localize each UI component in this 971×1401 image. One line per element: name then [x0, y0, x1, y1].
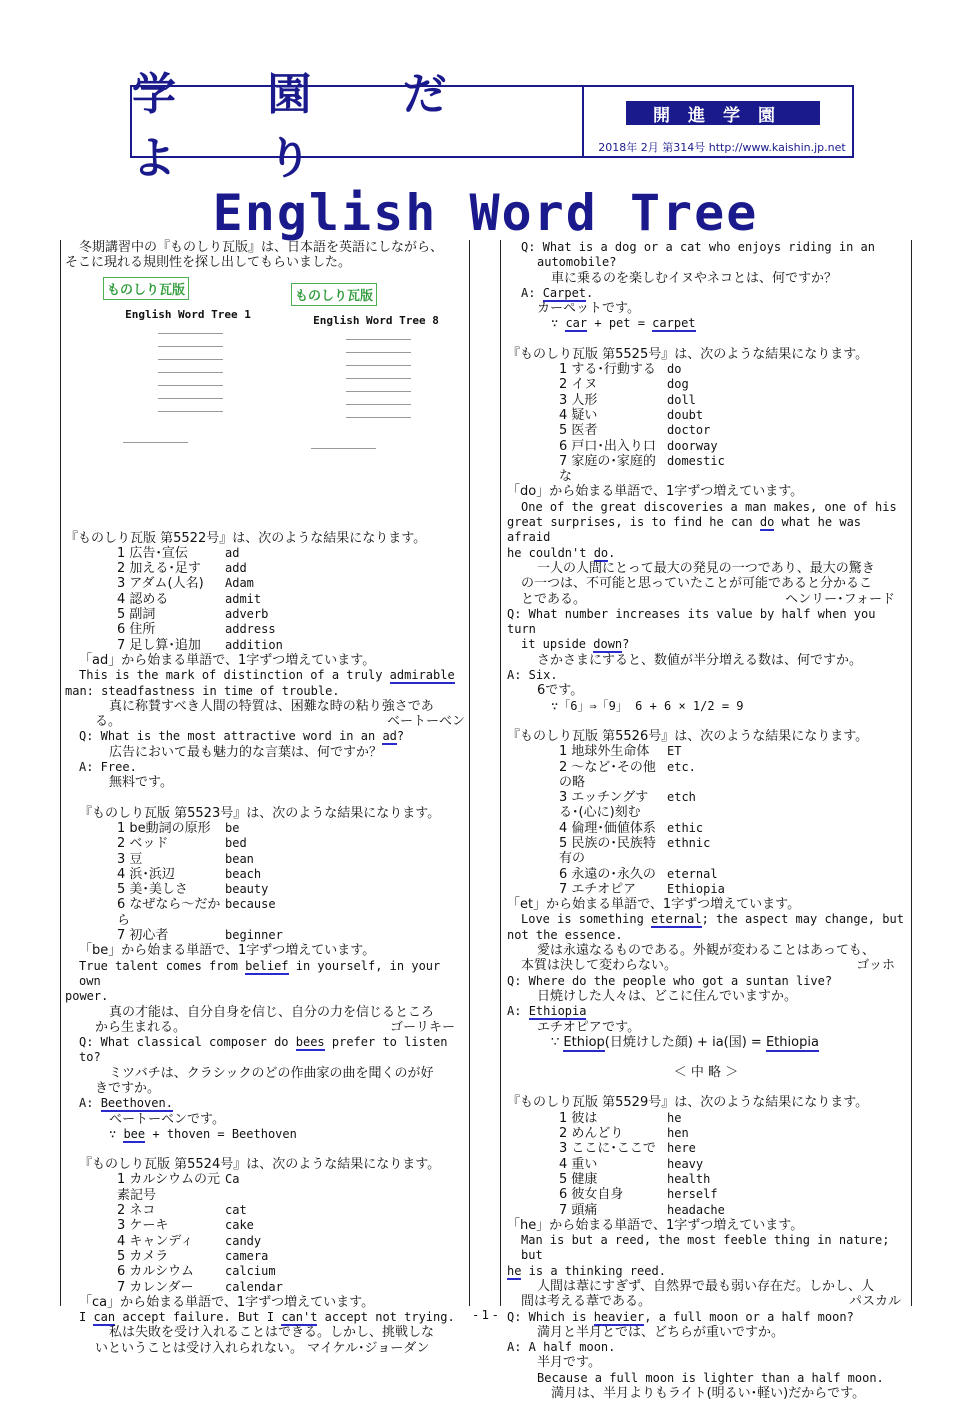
word-meaning: 7 足し算･追加 — [117, 637, 201, 653]
worksheet-figures — [65, 277, 465, 529]
word-row — [65, 576, 465, 591]
question-en: it upside down? — [521, 637, 630, 652]
quote-en: he couldn't do. — [507, 545, 616, 560]
word-row — [507, 790, 905, 821]
answer-jp: 半月です。 — [537, 1355, 601, 1371]
quote-jp: から生まれる。 ゴーリキー — [95, 1019, 455, 1035]
quote-jp: の一つは、不可能と思っていたことが可能であると分かるこ — [521, 576, 873, 592]
word-row — [65, 852, 465, 867]
word-english: adverb — [225, 607, 269, 622]
word-meaning: 2 ネコ — [117, 1203, 156, 1219]
word-english: here — [667, 1141, 696, 1156]
word-english: domestic — [667, 453, 725, 468]
word-meaning: 5 副詞 — [117, 607, 156, 623]
word-english: ethic — [667, 820, 704, 835]
word-row — [507, 454, 905, 485]
word-row — [507, 1126, 905, 1141]
answer-en: A: Beethoven. — [79, 1096, 173, 1111]
word-english: etch — [667, 790, 696, 805]
school-name: 開進学園 — [626, 101, 820, 125]
question-jp: きですか。 — [95, 1080, 161, 1096]
word-list — [65, 546, 465, 653]
quote-jp: 人間は葦にすぎず、自然界で最も弱い存在だ。しかし、人 — [537, 1279, 874, 1294]
quote-jp: 真の才能は、自分自身を信じ、自分の力を信じるところ — [109, 1004, 435, 1020]
word-row — [65, 867, 465, 882]
word-row — [65, 1249, 465, 1264]
word-meaning: 3 人形 — [559, 392, 598, 408]
word-meaning: 6 彼女自身 — [559, 1187, 624, 1203]
section-heading: 『ものしり瓦版 第5529号』は、次のような結果になります。 — [507, 1095, 869, 1111]
question-en: Q: What is the most attractive word in an ad? — [79, 729, 405, 744]
word-meaning: 1 する･行動する — [559, 362, 656, 378]
newsletter-title: 学 園 だ よ り — [132, 87, 584, 156]
word-row — [507, 423, 905, 438]
word-english: because — [225, 897, 276, 912]
quote-en: he is a thinking reed. — [507, 1263, 666, 1278]
word-english: add — [225, 561, 247, 576]
word-english: doubt — [667, 407, 704, 422]
word-row — [507, 867, 905, 882]
word-meaning: 5 カメラ — [117, 1248, 169, 1264]
word-english: camera — [225, 1248, 269, 1263]
word-meaning: 5 美･美しさ — [117, 882, 188, 898]
word-english: cake — [225, 1218, 254, 1233]
word-row — [65, 638, 465, 653]
word-english: hen — [667, 1126, 689, 1141]
word-english: bean — [225, 851, 254, 866]
word-row — [507, 408, 905, 423]
word-english: be — [225, 820, 240, 835]
word-english: beach — [225, 866, 262, 881]
word-english: calcium — [225, 1264, 276, 1279]
word-english: ET — [667, 744, 682, 759]
explanation: ∵「6」⇒「9」 6 + 6 × 1/2 = 9 — [551, 698, 744, 713]
word-row — [65, 592, 465, 607]
word-meaning: 1 be動詞の原形 — [117, 820, 211, 836]
pattern-note: 「ad」から始まる単語で、1字ずつ増えています。 — [79, 652, 376, 668]
word-row — [507, 1187, 905, 1202]
quote-jp: いということは受け入れられない。 マイケル･ジョーダン — [95, 1340, 430, 1356]
word-meaning: 6 戸口･出入り口 — [559, 438, 656, 454]
word-english: health — [667, 1171, 711, 1186]
page-number: - 1 - — [473, 1308, 498, 1322]
quote-en: Love is something eternal; the aspect may change, but — [521, 912, 904, 927]
word-meaning: 2 イヌ — [559, 377, 598, 393]
question-jp: 車に乗るのを楽しむイヌやネコとは、何ですか？ — [551, 270, 838, 286]
explanation: Because a full moon is lighter than a half moon. — [537, 1370, 884, 1385]
left-column — [60, 240, 470, 1356]
word-english: eternal — [667, 866, 718, 881]
word-list — [507, 1111, 905, 1218]
word-meaning: 5 民族の･民族特有の — [559, 835, 656, 867]
word-meaning: 2 めんどり — [559, 1126, 624, 1142]
section-heading: 『ものしり瓦版 第5523号』は、次のような結果になります。 — [79, 805, 441, 821]
word-english: doll — [667, 392, 696, 407]
word-meaning: 4 倫理･価値体系 — [559, 820, 656, 836]
word-list — [507, 362, 905, 484]
right-column — [500, 240, 912, 1401]
quote-jp: 一人の人間にとって最大の発見の一つであり、最大の驚き — [537, 560, 875, 576]
word-english: addition — [225, 637, 283, 652]
word-english: candy — [225, 1233, 262, 1248]
word-row — [507, 362, 905, 377]
word-list — [507, 744, 905, 897]
word-meaning: 1 広告･宣伝 — [117, 545, 188, 561]
word-meaning: 6 なぜなら～だから — [117, 897, 221, 928]
word-row — [507, 377, 905, 392]
pattern-note: 「ca」から始まる単語で、1字ずつ増えています。 — [79, 1294, 375, 1310]
word-row — [65, 836, 465, 851]
word-english: etc. — [667, 759, 696, 774]
word-english: calendar — [225, 1279, 283, 1294]
word-row — [507, 1157, 905, 1172]
word-row — [65, 546, 465, 561]
quote-jp: とである。 ヘンリー･フォード — [521, 591, 895, 607]
word-meaning: 6 永遠の･永久の — [559, 866, 656, 882]
word-english: he — [667, 1110, 682, 1125]
worksheet-title: English Word Tree 1 — [125, 307, 251, 321]
question-jp: 広告において最も魅力的な言葉は、何ですか？ — [109, 744, 383, 760]
word-row — [507, 393, 905, 408]
section-heading: 『ものしり瓦版 第5524号』は、次のような結果になります。 — [79, 1157, 441, 1173]
section-heading: 『ものしり瓦版 第5526号』は、次のような結果になります。 — [507, 728, 869, 744]
word-meaning: 5 医者 — [559, 423, 598, 439]
word-english: beginner — [225, 928, 283, 943]
word-meaning: 2 加える･足す — [117, 561, 201, 577]
word-english: doctor — [667, 423, 711, 438]
word-row — [507, 760, 905, 791]
word-meaning: 4 重い — [559, 1156, 598, 1172]
word-row — [507, 836, 905, 867]
word-english: beauty — [225, 882, 269, 897]
answer-en: A: Carpet. — [521, 285, 594, 300]
word-row — [65, 1234, 465, 1249]
answer-en: A: Free. — [79, 760, 137, 775]
pattern-note: 「be」から始まる単語で、1字ずつ増えています。 — [79, 943, 376, 959]
word-meaning: 6 カルシウム — [117, 1264, 194, 1280]
question-jp: さかさまにすると、数値が半分増える数は、何ですか。 — [537, 652, 863, 668]
explanation: ∵ Ethiop(日焼けした顔) + ia(国) = Ethiopia — [551, 1034, 819, 1050]
word-row — [65, 897, 465, 928]
newsletter-header — [130, 68, 854, 184]
quote-jp: 私は失敗を受け入れることはできる。しかし、挑戦しな — [109, 1325, 435, 1341]
word-row — [507, 821, 905, 836]
word-meaning: 7 エチオピア — [559, 881, 637, 897]
word-meaning: 2 ベッド — [117, 836, 169, 852]
quote-en: not the essence. — [507, 927, 623, 942]
quote-en: great surprises, is to find he can do what he was afraid — [507, 515, 862, 545]
word-english: doorway — [667, 438, 718, 453]
quote-en: I can accept failure. But I can't accept not trying. — [79, 1310, 455, 1325]
section-heading: 『ものしり瓦版 第5525号』は、次のような結果になります。 — [507, 346, 869, 362]
word-row — [65, 622, 465, 637]
issue-info: 2018年 2月 第314号 http://www.kaishin.jp.net — [598, 141, 846, 154]
word-meaning: 1 地球外生命体 — [559, 744, 650, 760]
question-jp: 満月と半月とでは、どちらが重いですか。 — [537, 1324, 785, 1340]
word-row — [65, 561, 465, 576]
question-en: automobile? — [537, 255, 617, 270]
word-english: heavy — [667, 1156, 704, 1171]
intro-line: そこに現れる規則性を探し出してもらいました。 — [65, 255, 352, 271]
answer-en: A: A half moon. — [507, 1340, 616, 1355]
word-row — [65, 821, 465, 836]
quote-jp: 愛は永遠なるものである。外観が変わることはあっても、 — [537, 943, 875, 959]
question-jp: 日焼けした人々は、どこに住んでいますか。 — [537, 988, 798, 1004]
word-meaning: 6 住所 — [117, 622, 156, 638]
quote-en: True talent comes from belief in yourself, in your own — [79, 958, 441, 988]
explanation: 満月は、半月よりもライト(明るい･軽い)だからです。 — [551, 1386, 866, 1401]
answer-en: A: Ethiopia — [507, 1004, 587, 1019]
word-list — [65, 1172, 465, 1294]
worksheet-thumbnail — [103, 277, 273, 507]
section-heading: 『ものしり瓦版 第5522号』は、次のような結果になります。 — [65, 530, 427, 546]
word-row — [507, 439, 905, 454]
word-meaning: 3 豆 — [117, 851, 143, 867]
answer-jp: エチオピアです。 — [537, 1019, 641, 1035]
word-english: address — [225, 622, 276, 637]
word-english: bed — [225, 836, 247, 851]
word-meaning: 3 エッチングする･(心に)刻む — [559, 790, 649, 821]
word-meaning: 4 認める — [117, 591, 169, 607]
quote-jp: 真に称賛すべき人間の特質は、困難な時の粘り強さであ — [109, 698, 434, 714]
word-meaning: 4 キャンディ — [117, 1233, 194, 1249]
word-meaning: 3 ケーキ — [117, 1218, 169, 1234]
question-en: Q: Which is heavier, a full moon or a half moon? — [507, 1309, 854, 1324]
word-english: Ca — [225, 1172, 240, 1187]
word-meaning: 1 彼は — [559, 1110, 598, 1126]
word-meaning: 7 頭痛 — [559, 1202, 598, 1218]
word-row — [65, 1172, 465, 1203]
word-english: ad — [225, 545, 240, 560]
page-title: English Word Tree — [212, 184, 759, 242]
worksheet-thumbnail — [291, 283, 461, 513]
word-row — [65, 1218, 465, 1233]
word-meaning: 2 ～など･その他の略 — [559, 759, 656, 790]
word-row — [507, 1111, 905, 1126]
word-row — [65, 607, 465, 622]
word-meaning: 4 浜･浜辺 — [117, 866, 175, 882]
quote-jp: 間は考える葦である。 パスカル — [521, 1294, 901, 1310]
word-english: herself — [667, 1187, 718, 1202]
word-english: Ethiopia — [667, 881, 725, 896]
quote-jp: 本質は決して変わらない。 ゴッホ — [521, 958, 895, 974]
quote-en: man: steadfastness in time of trouble. — [65, 683, 340, 698]
word-row — [507, 1141, 905, 1156]
word-meaning: 1 カルシウムの元素記号 — [117, 1172, 220, 1203]
word-english: Adam — [225, 576, 254, 591]
word-row — [65, 882, 465, 897]
word-row — [507, 1203, 905, 1218]
word-row — [507, 882, 905, 897]
word-english: cat — [225, 1203, 247, 1218]
word-meaning: 7 初心者 — [117, 928, 169, 944]
word-list — [65, 821, 465, 943]
quote-en: One of the great discoveries a man makes, one of his — [521, 499, 897, 514]
pattern-note: 「et」から始まる単語で、1字ずつ増えています。 — [507, 897, 801, 913]
explanation: ∵ bee + thoven = Beethoven — [109, 1126, 297, 1141]
word-english: dog — [667, 377, 689, 392]
quote-en: Man is but a reed, the most feeble thing in nature; but — [521, 1233, 890, 1263]
word-meaning: 7 カレンダー — [117, 1279, 194, 1295]
answer-jp: ベートーベンです。 — [109, 1111, 225, 1127]
worksheet-badge: ものしり瓦版 — [103, 277, 189, 300]
word-row — [65, 928, 465, 943]
word-row — [65, 1203, 465, 1218]
intro-line: 冬期講習中の『ものしり瓦版』は、日本語を英語にしながら、 — [79, 240, 444, 255]
explanation: ∵ car + pet = carpet — [551, 316, 696, 331]
word-meaning: 3 ここに･ここで — [559, 1141, 656, 1157]
question-en: Q: What classical composer do bees prefer to listen to? — [79, 1035, 448, 1065]
pattern-note: 「do」から始まる単語で、1字ずつ増えています。 — [507, 484, 804, 500]
word-row — [65, 1264, 465, 1279]
word-meaning: 5 健康 — [559, 1171, 598, 1187]
word-english: admit — [225, 591, 262, 606]
question-en: Q: What number increases its value by half when you turn — [507, 606, 876, 637]
word-meaning: 3 アダム(人名) — [117, 576, 204, 592]
question-jp: ミツバチは、クラシックのどの作曲家の曲を聞くのが好 — [109, 1065, 434, 1081]
word-row — [507, 744, 905, 759]
answer-jp: 6です。 — [537, 683, 584, 699]
worksheet-badge: ものしり瓦版 — [291, 283, 377, 306]
question-en: Q: What is a dog or a cat who enjoys riding in an — [521, 240, 876, 254]
word-english: do — [667, 362, 682, 377]
answer-jp: カーペットです。 — [537, 301, 640, 317]
worksheet-title: English Word Tree 8 — [313, 313, 439, 327]
word-english: ethnic — [667, 835, 711, 850]
word-meaning: 4 疑い — [559, 407, 598, 423]
quote-en: This is the mark of distinction of a truly admirable — [79, 668, 455, 683]
omission-marker: ＜ 中 略 ＞ — [673, 1065, 739, 1081]
word-english: headache — [667, 1202, 725, 1217]
question-en: Q: Where do the people who got a suntan live? — [507, 973, 833, 988]
word-row — [507, 1172, 905, 1187]
word-meaning: 7 家庭の･家庭的な — [559, 453, 656, 485]
word-row — [65, 1280, 465, 1295]
pattern-note: 「he」から始まる単語で、1字ずつ増えています。 — [507, 1217, 804, 1233]
answer-jp: 無料です。 — [109, 775, 173, 791]
answer-en: A: Six. — [507, 668, 558, 683]
quote-en: power. — [65, 989, 109, 1004]
quote-jp: る。 ベートーベン — [95, 714, 465, 730]
